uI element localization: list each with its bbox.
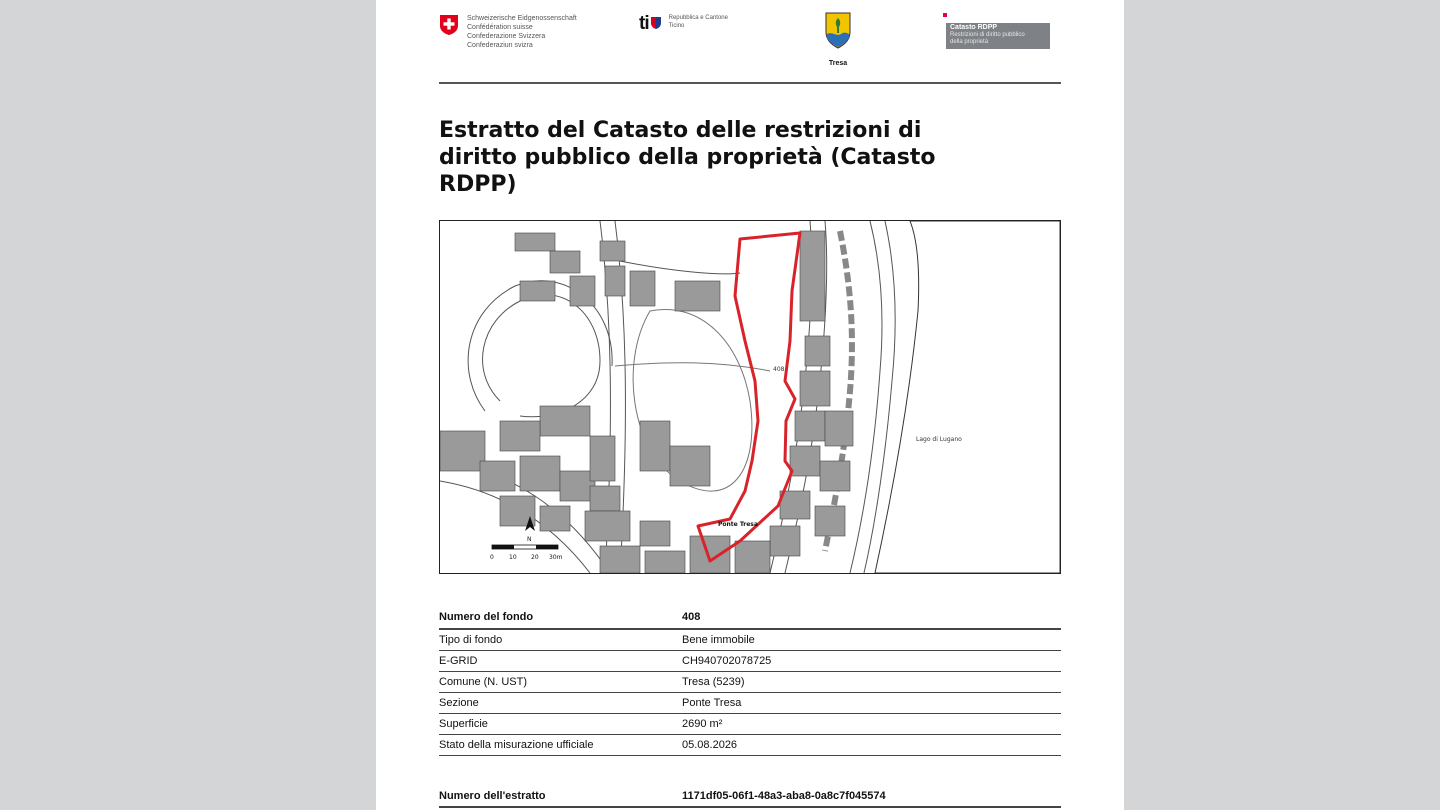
- row-value: 2690 m²: [682, 718, 723, 730]
- swiss-confederation-logo: [439, 14, 577, 50]
- document-title: Estratto del Catasto delle restrizioni di diritto pubblico della proprietà (Catasto RDPP): [439, 118, 936, 197]
- table-row: [439, 630, 1061, 651]
- extract-number-row: [439, 786, 1061, 808]
- cadastral-map: [439, 220, 1061, 574]
- extract-value: 1171df05-06f1-48a3-aba8-0a8c7f045574: [682, 790, 886, 802]
- place-label: Ponte Tresa: [718, 521, 758, 528]
- row-value: Bene immobile: [682, 634, 755, 646]
- municipality-logo: [823, 12, 853, 69]
- canton-line: Repubblica e Cantone: [668, 15, 728, 21]
- row-label: Numero del fondo: [439, 611, 534, 623]
- rdpp-title: Catasto RDPP: [950, 24, 998, 31]
- rdpp-subtitle: [950, 32, 1025, 46]
- table-row: [439, 672, 1061, 693]
- row-label: Superficie: [439, 718, 488, 730]
- parcel-number-label: 408: [773, 366, 785, 373]
- swiss-shield-icon: [439, 14, 459, 36]
- extract-label: Numero dell'estratto: [439, 790, 546, 802]
- row-value: Tresa (5239): [682, 676, 745, 688]
- canton-line: Ticino: [668, 23, 685, 29]
- document-page: [376, 0, 1124, 810]
- canton-mark: ti: [639, 13, 649, 34]
- lake-label: Lago di Lugano: [916, 436, 962, 443]
- rdpp-dot-icon: [943, 13, 947, 17]
- row-label: E-GRID: [439, 655, 478, 667]
- row-value: Ponte Tresa: [682, 697, 742, 709]
- row-label: Stato della misurazione ufficiale: [439, 739, 594, 751]
- confederation-line: Confederaziun svizra: [467, 42, 533, 49]
- scale-tick: 10: [509, 554, 517, 561]
- row-value: 408: [682, 611, 701, 623]
- row-label: Comune (N. UST): [439, 676, 528, 688]
- row-value: 05.08.2026: [682, 739, 738, 751]
- parcel-info-table: [439, 606, 1061, 756]
- cadastre-rdpp-logo: [946, 23, 1050, 49]
- table-row: [439, 651, 1061, 672]
- confederation-line: Confederazione Svizzera: [467, 33, 546, 40]
- confederation-line: Schweizerische Eidgenossenschaft: [467, 15, 577, 22]
- rdpp-subtitle-line: Restrizioni di diritto pubblico: [950, 32, 1025, 38]
- tresa-coat-of-arms-icon: [824, 12, 852, 50]
- map-drawing: [440, 221, 1060, 573]
- scale-tick: 20: [531, 554, 539, 561]
- table-row: [439, 714, 1061, 735]
- rdpp-subtitle-line: della proprietà: [950, 39, 989, 45]
- ticino-shield-icon: [651, 17, 661, 29]
- scale-tick: 0: [490, 554, 494, 561]
- municipality-name: Tresa: [828, 60, 848, 67]
- table-row: [439, 735, 1061, 756]
- canton-ticino-logo: [639, 14, 728, 33]
- north-label: N: [527, 536, 532, 543]
- table-row: [439, 693, 1061, 714]
- row-label: Sezione: [439, 697, 479, 709]
- scale-bar: [490, 545, 563, 561]
- row-value: CH940702078725: [682, 655, 772, 667]
- header-divider: [439, 82, 1061, 84]
- confederation-line: Confédération suisse: [467, 24, 533, 31]
- row-label: Tipo di fondo: [439, 634, 503, 646]
- scale-tick: 30m: [549, 554, 563, 561]
- table-row: [439, 606, 1061, 630]
